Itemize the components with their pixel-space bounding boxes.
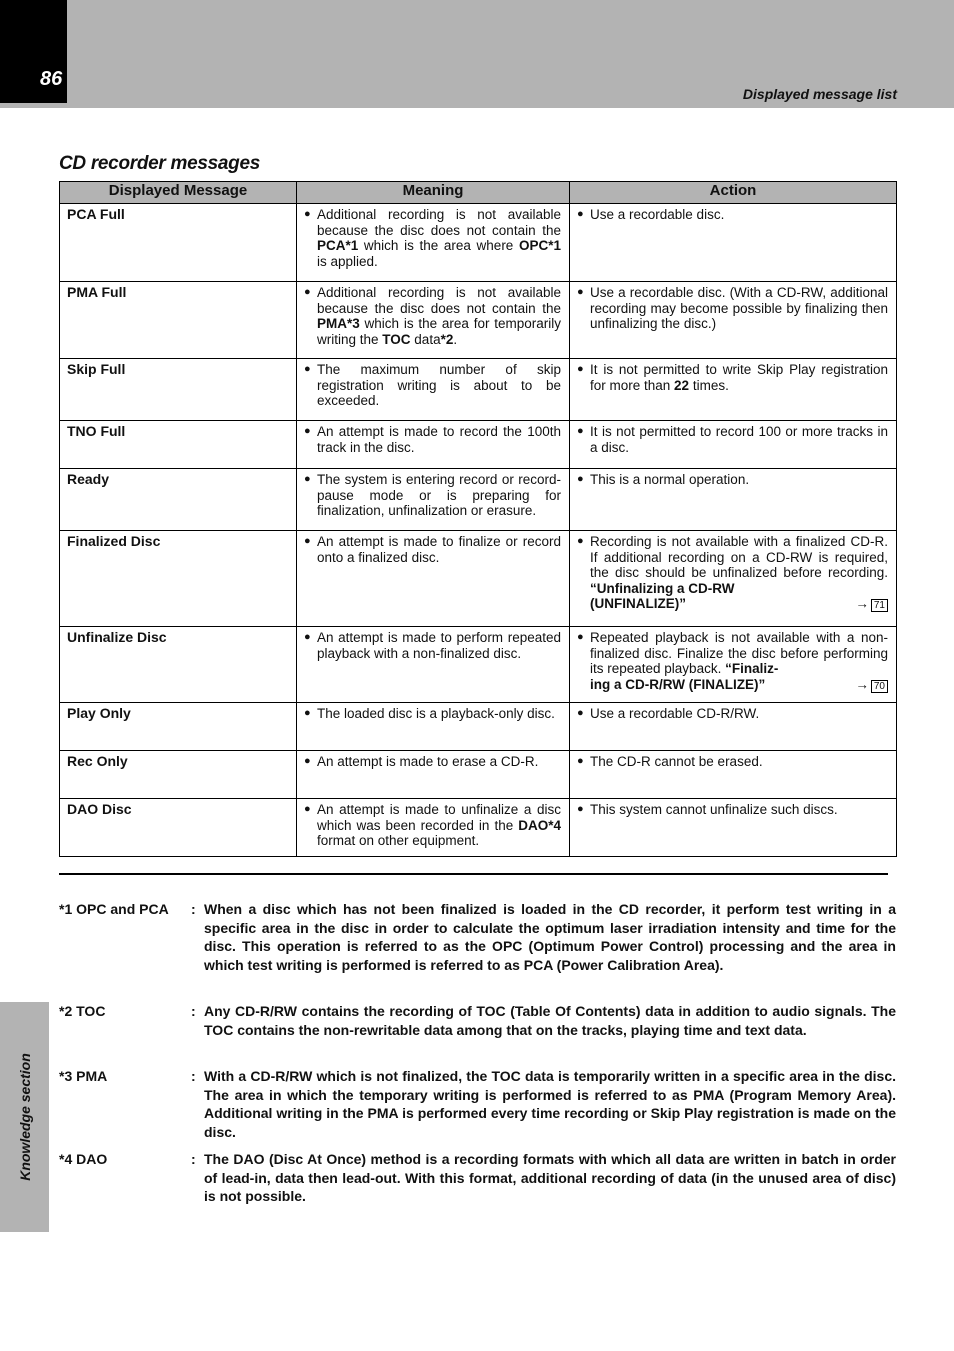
action-text xyxy=(590,754,888,770)
bullet-icon: ● xyxy=(304,473,311,485)
meaning-bullet xyxy=(304,285,561,347)
text-segment: The loaded disc is a playback-only disc. xyxy=(317,706,555,721)
reference-title: (UNFINALIZE)” xyxy=(590,596,686,611)
action-cell xyxy=(570,359,897,421)
text-segment: It is not permitted to record 100 or more tracks in a disc. xyxy=(590,424,888,455)
footnote-colon: : xyxy=(191,901,196,917)
bullet-icon: ● xyxy=(304,208,311,220)
meaning-bullet xyxy=(304,472,561,519)
action-text xyxy=(590,534,888,612)
text-segment: 22 xyxy=(674,377,690,393)
footnote-colon: : xyxy=(191,1068,196,1084)
footnote xyxy=(59,1067,896,1141)
table-row xyxy=(60,204,897,282)
action-cell xyxy=(570,627,897,703)
text-segment: It is not permitted to write Skip Play registration for more than xyxy=(590,362,888,393)
text-segment: An attempt is made to perform repeated playback with a non-finalized disc. xyxy=(317,630,561,661)
text-segment: which is the area where xyxy=(358,238,519,253)
header-meaning: Meaning xyxy=(297,182,570,204)
text-segment: This is a normal operation. xyxy=(590,472,750,487)
meaning-cell xyxy=(297,799,570,857)
text-segment: An attempt is made to finalize or record onto a finalized disc. xyxy=(317,534,561,565)
page-reference xyxy=(855,677,888,693)
text-segment: Use a recordable CD-R/RW. xyxy=(590,706,760,721)
reference-line xyxy=(590,677,888,693)
message-cell: PCA Full xyxy=(60,204,297,282)
action-bullet xyxy=(577,362,888,393)
bullet-icon: ● xyxy=(577,755,584,767)
text-segment: which is the area for temporarily writing the xyxy=(317,316,561,347)
table-row xyxy=(60,421,897,469)
bullet-icon: ● xyxy=(304,803,311,815)
text-segment: An attempt is made to unfinalize a disc which was been recorded in the xyxy=(317,802,561,833)
text-segment: data xyxy=(410,331,441,347)
bullet-icon: ● xyxy=(304,286,311,298)
book-page-icon: 70 xyxy=(871,680,888,693)
text-segment: DAO*4 xyxy=(518,817,561,833)
text-segment: is applied. xyxy=(317,253,378,269)
action-bullet xyxy=(577,754,888,770)
footnote-label: *2 TOC xyxy=(59,1003,106,1019)
footnote-text: With a CD-R/RW which is not finalized, the TOC data is temporarily written in a specific area in the disc. The area in which the temporary writing is performed is referred to as PMA (Program Memory Area). Additional writing in the PMA is performed every time recording or Skip Play registration is made on the disc. xyxy=(204,1068,896,1140)
text-segment: Recording is not available with a finalized CD-R. If additional recording on a CD-RW is required, the disc should be unfinalized before recording. xyxy=(590,534,888,580)
text-segment: *2 xyxy=(440,331,454,347)
text-segment: Repeated playback is not available with a non-finalized disc. Finalize the disc before performing its repeated playback. xyxy=(590,630,888,676)
bullet-icon: ● xyxy=(304,755,311,767)
footnote-colon: : xyxy=(191,1151,196,1167)
action-text xyxy=(590,802,888,818)
meaning-text xyxy=(317,802,561,849)
text-segment: times. xyxy=(689,377,729,393)
action-cell xyxy=(570,469,897,531)
action-bullet xyxy=(577,534,888,612)
meaning-cell xyxy=(297,751,570,799)
action-cell xyxy=(570,204,897,282)
meaning-cell xyxy=(297,531,570,627)
meaning-text xyxy=(317,754,561,770)
meaning-text xyxy=(317,285,561,347)
table-row xyxy=(60,799,897,857)
text-segment: Additional recording is not available because the disc does not contain the xyxy=(317,285,561,316)
bullet-icon: ● xyxy=(577,707,584,719)
meaning-bullet xyxy=(304,207,561,269)
action-text xyxy=(590,472,888,488)
text-segment: This system cannot unfinalize such discs. xyxy=(590,802,838,817)
message-cell: Ready xyxy=(60,469,297,531)
side-tab xyxy=(0,1002,49,1232)
action-bullet xyxy=(577,706,888,722)
bullet-icon: ● xyxy=(304,363,311,375)
page-reference xyxy=(855,596,888,612)
meaning-cell xyxy=(297,421,570,469)
text-segment: “Unfinalizing a CD-RW xyxy=(590,580,735,596)
text-segment: An attempt is made to erase a CD-R. xyxy=(317,754,539,769)
action-cell xyxy=(570,703,897,751)
action-text xyxy=(590,362,888,393)
footnote-text: When a disc which has not been finalized is loaded in the CD recorder, it perform test writing in a specific area in the disc in order to calculate the optimum laser irradiation intensity and time for the disc. This operation is referred to as the OPC (Optimum Power Control) processing and the area in which test writing is performed is referred to as PCA (Power Calibration Area). xyxy=(204,901,896,973)
meaning-text xyxy=(317,534,561,565)
meaning-text xyxy=(317,472,561,519)
text-segment: OPC*1 xyxy=(518,238,561,253)
table-row xyxy=(60,469,897,531)
message-cell: Unfinalize Disc xyxy=(60,627,297,703)
bullet-icon: ● xyxy=(577,473,584,485)
footnote-text: Any CD-R/RW contains the recording of TOC (Table Of Contents) data in addition to audio signals. The TOC contains the non-rewritable data among that on the tracks, playing time and text data. xyxy=(204,1003,896,1038)
message-cell: TNO Full xyxy=(60,421,297,469)
action-cell xyxy=(570,751,897,799)
meaning-text xyxy=(317,424,561,455)
reference-line xyxy=(590,596,888,612)
bullet-icon: ● xyxy=(577,425,584,437)
meaning-cell xyxy=(297,204,570,282)
action-cell xyxy=(570,531,897,627)
section-title: CD recorder messages xyxy=(59,153,260,174)
meaning-text xyxy=(317,362,561,409)
action-text xyxy=(590,630,888,693)
meaning-bullet xyxy=(304,362,561,409)
footnote-label: *1 OPC and PCA xyxy=(59,901,169,917)
text-segment: An attempt is made to record the 100th track in the disc. xyxy=(317,424,561,455)
arrow-icon: → xyxy=(855,676,869,692)
text-segment: “Finaliz- xyxy=(725,661,779,676)
divider-line xyxy=(59,873,888,875)
message-cell: Skip Full xyxy=(60,359,297,421)
text-segment: PCA*1 xyxy=(317,238,359,253)
text-segment: Use a recordable disc. xyxy=(590,207,725,222)
arrow-icon: → xyxy=(855,596,869,611)
meaning-bullet xyxy=(304,802,561,849)
bullet-icon: ● xyxy=(577,363,584,375)
reference-title: ing a CD-R/RW (FINALIZE)” xyxy=(590,676,766,692)
meaning-bullet xyxy=(304,754,561,770)
text-segment: The system is entering record or record-pause mode or is preparing for finalization, unfinalization or erasure. xyxy=(317,472,561,518)
bullet-icon: ● xyxy=(577,631,584,643)
table-row xyxy=(60,531,897,627)
meaning-cell xyxy=(297,703,570,751)
footnote-label: *4 DAO xyxy=(59,1151,108,1167)
messages-table xyxy=(59,181,897,857)
footnote xyxy=(59,1002,896,1039)
header-displayed-message: Displayed Message xyxy=(60,182,297,204)
meaning-cell xyxy=(297,469,570,531)
bullet-icon: ● xyxy=(304,707,311,719)
bullet-icon: ● xyxy=(577,803,584,815)
action-cell xyxy=(570,282,897,359)
text-segment: format on other equipment. xyxy=(317,833,480,848)
text-segment: The CD-R cannot be erased. xyxy=(590,754,763,769)
side-tab-label: Knowledge section xyxy=(16,1053,33,1181)
meaning-bullet xyxy=(304,706,561,722)
message-cell: Rec Only xyxy=(60,751,297,799)
table-row xyxy=(60,359,897,421)
meaning-cell xyxy=(297,359,570,421)
header-title: Displayed message list xyxy=(742,86,897,102)
bullet-icon: ● xyxy=(304,631,311,643)
message-cell: DAO Disc xyxy=(60,799,297,857)
book-page-icon: 71 xyxy=(871,599,888,612)
action-text xyxy=(590,285,888,332)
bullet-icon: ● xyxy=(577,286,584,298)
bullet-icon: ● xyxy=(304,425,311,437)
meaning-bullet xyxy=(304,424,561,455)
action-bullet xyxy=(577,802,888,818)
action-bullet xyxy=(577,285,888,332)
footnote xyxy=(59,1150,896,1206)
meaning-bullet xyxy=(304,534,561,565)
text-segment: Use a recordable disc. (With a CD-RW, additional recording may become possible by finalizing then unfinalizing the disc.) xyxy=(590,285,888,331)
bullet-icon: ● xyxy=(577,535,584,547)
action-bullet xyxy=(577,207,888,223)
message-cell: Finalized Disc xyxy=(60,531,297,627)
action-cell xyxy=(570,799,897,857)
bullet-icon: ● xyxy=(577,208,584,220)
page-number-box xyxy=(0,0,67,103)
meaning-text xyxy=(317,207,561,269)
meaning-text xyxy=(317,706,561,722)
table-row xyxy=(60,627,897,703)
footnote-colon: : xyxy=(191,1003,196,1019)
table-header-row xyxy=(60,182,897,204)
action-bullet xyxy=(577,472,888,488)
meaning-text xyxy=(317,630,561,661)
table-row xyxy=(60,282,897,359)
action-bullet xyxy=(577,630,888,693)
footnote xyxy=(59,900,896,974)
message-cell: PMA Full xyxy=(60,282,297,359)
footnote-label: *3 PMA xyxy=(59,1068,108,1084)
text-segment: PMA*3 xyxy=(317,316,360,331)
action-text xyxy=(590,207,888,223)
message-cell: Play Only xyxy=(60,703,297,751)
meaning-cell xyxy=(297,627,570,703)
meaning-bullet xyxy=(304,630,561,661)
text-segment: TOC xyxy=(382,331,411,347)
page-number: 86 xyxy=(40,68,63,90)
meaning-cell xyxy=(297,282,570,359)
bullet-icon: ● xyxy=(304,535,311,547)
table-row xyxy=(60,751,897,799)
action-text xyxy=(590,424,888,455)
footnote-text: The DAO (Disc At Once) method is a recording formats with which all data are written in batch in order of lead-in, data then lead-out. With this format, additional recording of data (in the unused area of disc) is not possible. xyxy=(204,1151,896,1204)
action-text xyxy=(590,706,888,722)
action-cell xyxy=(570,421,897,469)
text-segment: . xyxy=(453,331,458,347)
text-segment: The maximum number of skip registration writing is about to be exceeded. xyxy=(317,362,561,408)
action-bullet xyxy=(577,424,888,455)
header-action: Action xyxy=(570,182,897,204)
table-row xyxy=(60,703,897,751)
text-segment: Additional recording is not available because the disc does not contain the xyxy=(317,207,561,238)
